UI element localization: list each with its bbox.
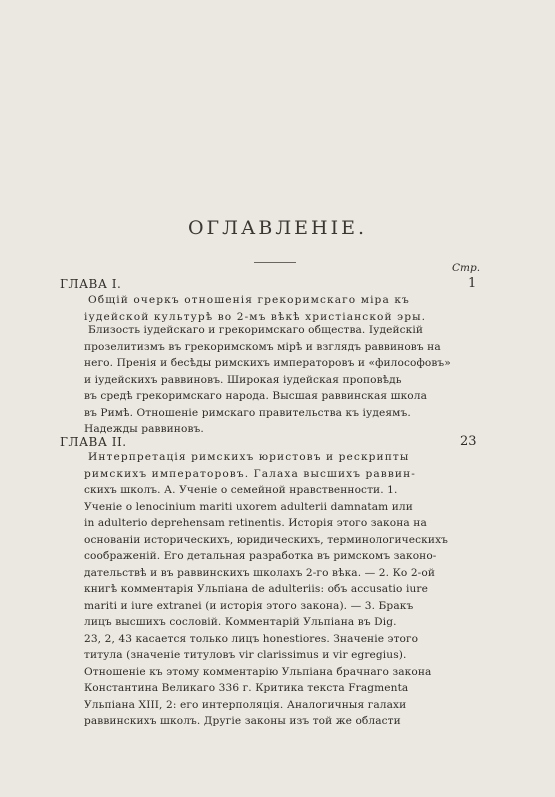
chapter-2-contents-line: mariti и iure extranei (и исторія этого закона). — 3. Бракъ <box>84 599 414 612</box>
chapter-1-contents <box>84 322 454 438</box>
chapter-1-summary <box>84 292 454 325</box>
chapter-1-contents-line: прозелитизмъ въ грекоримскомъ мірѣ и взглядъ раввиновъ на <box>84 340 441 353</box>
chapter-1-heading: ГЛАВА I. <box>60 277 122 291</box>
chapter-2-contents-line: титула (значеніе титуловъ vir clarissimus и vir egregius). <box>84 649 407 661</box>
chapter-2-summary <box>84 449 454 482</box>
chapter-2-contents-line: соображеній. Его детальная разработка въ римскомъ законо- <box>84 550 437 562</box>
chapter-2-contents-line: раввинскихъ школъ. Другіе законы изъ той же области <box>84 715 401 727</box>
chapter-2-contents-line: in adulterio deprehensam retinentis. Исторія этого закона на <box>84 517 427 529</box>
chapter-1-summary-line: іудейской культурѣ во 2-мъ вѣкѣ христіанской эры. <box>84 310 427 323</box>
page-title: ОГЛАВЛЕНІЕ. <box>187 217 368 239</box>
chapter-2-heading: ГЛАВА II. <box>60 435 127 449</box>
chapter-1-page-number: 1 <box>468 276 477 291</box>
chapter-2-contents-line: дательствѣ и въ раввинскихъ школахъ 2-го вѣка. — 2. Ко 2-ой <box>84 566 435 579</box>
chapter-2-contents-line: Константина Великаго 336 г. Критика текста Fragmenta <box>84 682 409 694</box>
chapter-1-contents-line: и іудейскихъ раввиновъ. Широкая іудейская проповѣдь <box>84 373 402 386</box>
chapter-2-contents-line: Отношеніе къ этому комментарію Ульпіана брачнаго закона <box>84 665 432 678</box>
chapter-2-contents-line: основаніи историческихъ, юридическихъ, терминологическихъ <box>84 533 448 546</box>
chapter-2-contents-line: скихъ школъ. А. Ученіе о семейной нравственности. 1. <box>84 484 398 496</box>
chapter-2-contents-line: 23, 2, 43 касается только лицъ honestiores. Значеніе этого <box>84 632 419 645</box>
chapter-1-contents-line: въ Римѣ. Отношеніе римскаго правительства къ іудеямъ. <box>84 406 411 419</box>
chapter-1-contents-line: Близость іудейскаго и грекоримскаго общества. Іудейскій <box>88 324 424 336</box>
chapter-2-summary-line: римскихъ императоровъ. Галаха высшихъ раввин- <box>84 467 416 480</box>
chapter-1-contents-line: него. Пренія и бесѣды римскихъ императоровъ и «философовъ» <box>84 357 451 369</box>
page-column-label: Стр. <box>452 262 481 274</box>
chapter-2-contents-line: книгѣ комментарія Ульпіана de adulteriis: объ accusatio iure <box>84 583 428 595</box>
chapter-1-summary-line: Общій очеркъ отношенія грекоримскаго міра къ <box>88 294 410 306</box>
chapter-2-contents-line: лицъ высшихъ сословій. Комментарій Ульпіана въ Dig. <box>84 616 397 628</box>
chapter-2-contents-line: Ученіе о lenocinium mariti uxorem adulterii damnatam или <box>84 500 413 513</box>
chapter-1-contents-line: Надежды раввиновъ. <box>84 423 204 435</box>
chapter-2-page-number: 23 <box>460 434 477 449</box>
chapter-1-contents-line: въ средѣ грекоримскаго народа. Высшая раввинская школа <box>84 390 428 402</box>
chapter-2-contents-line: Ульпіана XIII, 2: его интерполяція. Аналогичныя галахи <box>84 698 407 711</box>
chapter-2-summary-line: Интерпретація римскихъ юристовъ и рескрипты <box>88 451 410 463</box>
title-divider <box>254 262 296 263</box>
chapter-2-contents <box>84 482 454 730</box>
